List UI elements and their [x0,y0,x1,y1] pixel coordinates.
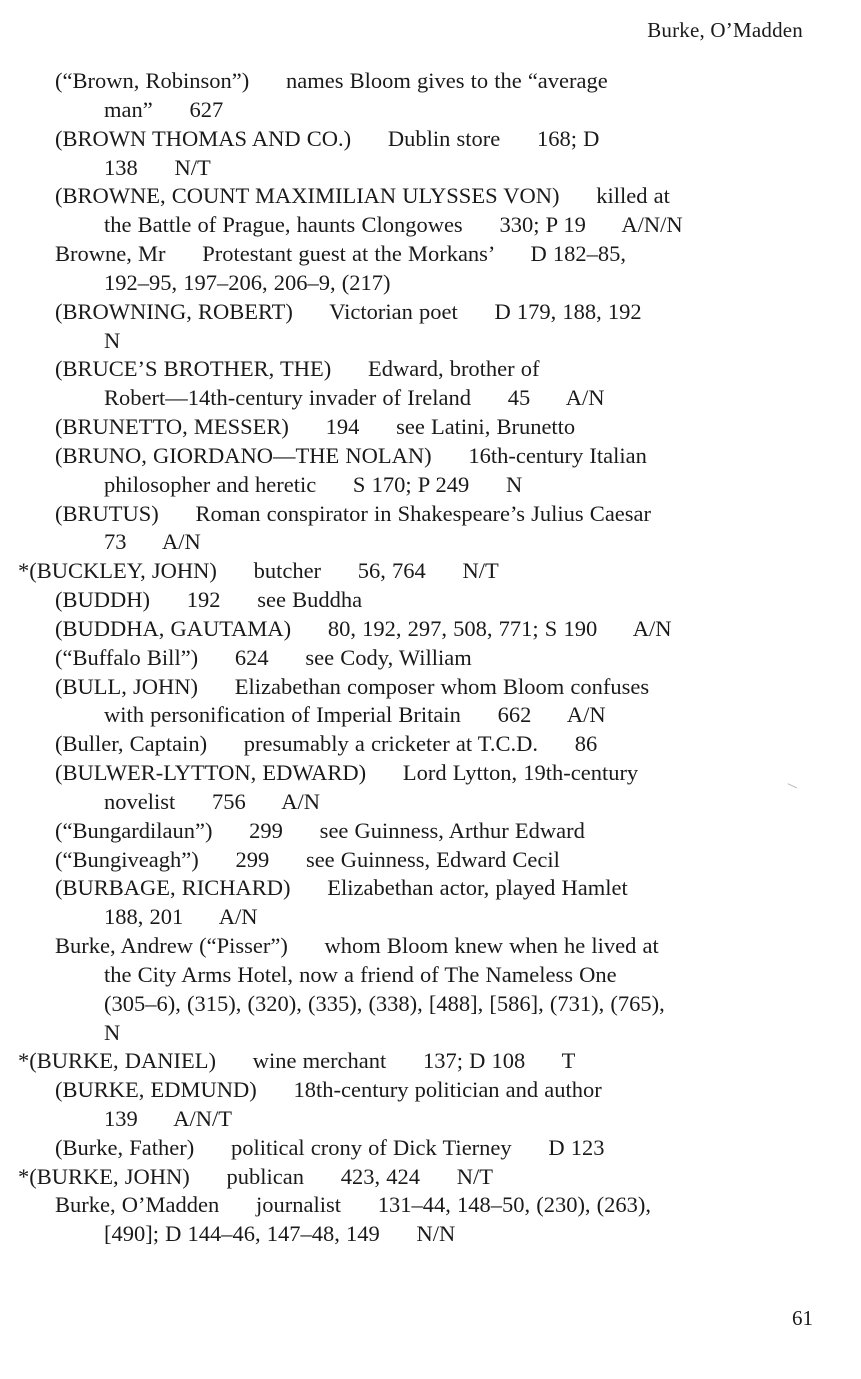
index-line: (BUDDH) 192 see Buddha [55,587,363,612]
index-line: (“Bungiveagh”) 299 see Guinness, Edward Cecil [55,847,560,872]
index-line: (BROWNE, COUNT MAXIMILIAN ULYSSES VON) killed at [55,183,670,208]
index-line: *(BUCKLEY, JOHN) butcher 56, 764 N/T [18,558,499,583]
index-line: man” 627 [104,97,224,122]
index-line: (BROWN THOMAS AND CO.) Dublin store 168; D [55,126,600,151]
index-line: (“Bungardilaun”) 299 see Guinness, Arthur Edward [55,818,585,843]
index-line: (305–6), (315), (320), (335), (338), [488], [586], (731), (765), [104,991,665,1016]
index-line: Burke, O’Madden journalist 131–44, 148–50, (230), (263), [55,1192,652,1217]
index-line: *(BURKE, DANIEL) wine merchant 137; D 108 T [18,1048,576,1073]
index-line: philosopher and heretic S 170; P 249 N [104,472,523,497]
running-head: Burke, O’Madden [647,18,803,42]
index-line: (Buller, Captain) presumably a cricketer at T.C.D. 86 [55,731,598,756]
index-line: (BRUNETTO, MESSER) 194 see Latini, Brunetto [55,414,576,439]
index-line: (“Buffalo Bill”) 624 see Cody, William [55,645,472,670]
index-line: (BROWNING, ROBERT) Victorian poet D 179, 188, 192 [55,299,642,324]
index-line: the Battle of Prague, haunts Clongowes 330; P 19 A/N/N [104,212,683,237]
index-line: 73 A/N [104,529,201,554]
index-line: *(BURKE, JOHN) publican 423, 424 N/T [18,1164,493,1189]
index-line: (BURBAGE, RICHARD) Elizabethan actor, played Hamlet [55,875,628,900]
index-line: with personification of Imperial Britain 662 A/N [104,702,606,727]
index-line: [490]; D 144–46, 147–48, 149 N/N [104,1221,456,1246]
index-line: 139 A/N/T [104,1106,233,1131]
index-line: N [104,1020,121,1045]
index-line: 188, 201 A/N [104,904,258,929]
index-line: novelist 756 A/N [104,789,321,814]
index-line: N [104,328,121,353]
index-line: (BULL, JOHN) Elizabethan composer whom Bloom confuses [55,674,650,699]
index-line: (BRUNO, GIORDANO—THE NOLAN) 16th-century Italian [55,443,647,468]
index-line: Robert—14th-century invader of Ireland 45 A/N [104,385,605,410]
stray-mark [785,783,797,794]
index-line: (BULWER-LYTTON, EDWARD) Lord Lytton, 19th-century [55,760,639,785]
index-line: (Burke, Father) political crony of Dick Tierney D 123 [55,1135,605,1160]
index-line: (BUDDHA, GAUTAMA) 80, 192, 297, 508, 771; S 190 A/N [55,616,672,641]
page-number: 61 [792,1306,813,1330]
index-line: (“Brown, Robinson”) names Bloom gives to the “average [55,68,608,93]
index-line: 192–95, 197–206, 206–9, (217) [104,270,391,295]
index-line: (BRUCE’S BROTHER, THE) Edward, brother of [55,356,540,381]
index-line: Burke, Andrew (“Pisser”) whom Bloom knew when he lived at [55,933,659,958]
index-line: Browne, Mr Protestant guest at the Morkans’ D 182–85, [55,241,627,266]
index-line: the City Arms Hotel, now a friend of The Nameless One [104,962,617,987]
index-line: 138 N/T [104,155,211,180]
index-line: (BRUTUS) Roman conspirator in Shakespeare’s Julius Caesar [55,501,652,526]
index-line: (BURKE, EDMUND) 18th-century politician and author [55,1077,602,1102]
